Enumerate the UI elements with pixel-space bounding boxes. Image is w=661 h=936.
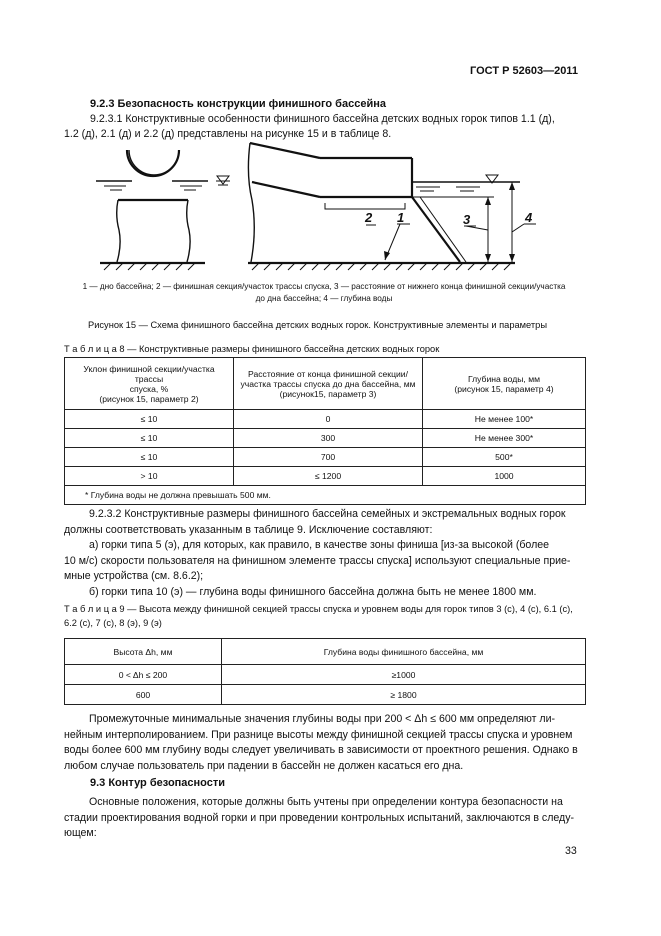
table-cell: 300 xyxy=(234,429,423,448)
table-cell: 500* xyxy=(423,448,586,467)
text-line: 6.2 (с), 7 (с), 8 (э), 9 (э) xyxy=(64,618,162,628)
text-line: а) горки типа 5 (э), для которых, как правило, в качестве зоны финиша [из-за высокой (более xyxy=(89,539,550,551)
header-line: Уклон финишной секции/участка трассы xyxy=(83,363,215,384)
table-cell: 700 xyxy=(234,448,423,467)
text-line: стадии проектирования водной горки и при проведении контрольных испытаний, заключаются в следу- xyxy=(64,811,575,824)
table-9-title xyxy=(64,602,589,630)
table-cell: ≤ 10 xyxy=(65,448,234,467)
figure-label-4: 4 xyxy=(525,210,533,225)
table-cell: Не менее 100* xyxy=(423,410,586,429)
section-heading-9-2-3: 9.2.3 Безопасность конструкции финишного бассейна xyxy=(90,98,386,110)
text-line: 9.2.3.2 Конструктивные размеры финишного бассейна семейных и экстремальных водных горок xyxy=(89,508,566,520)
text-line: мные устройства (см. 8.6.2); xyxy=(64,570,204,582)
text-line: должны соответствовать указанным в таблице 9. Исключение составляют: xyxy=(64,523,433,536)
paragraph-9-2-3-1-line-1: 9.2.3.1 Конструктивные особенности финишного бассейна детских водных горок типов 1.1 (д), xyxy=(90,113,555,125)
table-cell: ≥ 1800 xyxy=(222,685,586,705)
table-9-header-cell: Глубина воды финишного бассейна, мм xyxy=(222,639,586,665)
table-row xyxy=(65,685,586,705)
text-line: Промежуточные минимальные значения глубины воды при 200 < Δh ≤ 600 мм определяют ли- xyxy=(89,713,556,725)
table-cell: 1000 xyxy=(423,467,586,486)
paragraph-interpolation xyxy=(64,712,584,774)
table-cell: ≤ 10 xyxy=(65,429,234,448)
text-line: Т а б л и ц а 9 — Высота между финишной секцией трассы спуска и уровнем воды для горок типов 3 (с), 4 (с), 6.1 (с), xyxy=(64,604,573,614)
table-8-header-cell xyxy=(65,358,234,410)
section-heading-9-3: 9.3 Контур безопасности xyxy=(90,777,226,789)
figure-15-diagram xyxy=(0,0,661,280)
text-line: б) горки типа 10 (э) — глубина воды финишного бассейна должна быть не менее 1800 мм. xyxy=(89,585,537,598)
table-8-header-row xyxy=(65,358,586,410)
table-row xyxy=(65,665,586,685)
text-line: 10 м/с) скорости пользователя на финишном элементе трассы спуска] используют специальные прие- xyxy=(64,554,571,567)
figure-legend-line-1: 1 — дно бассейна; 2 — финишная секция/участок трассы спуска, 3 — расстояние от нижнего конца финишной секции/участка xyxy=(82,282,566,291)
paragraph-9-2-3-1-line-2: 1.2 (д), 2.1 (д) и 2.2 (д) представлены на рисунке 15 и в таблице 8. xyxy=(64,128,392,140)
header-line: Расстояние от конца финишной секции/ xyxy=(248,368,408,379)
figure-label-1: 1 xyxy=(397,210,405,225)
table-cell: ≥1000 xyxy=(222,665,586,685)
figure-15-legend xyxy=(64,281,584,305)
text-line: воды более 600 мм глубину воды следует увеличивать в зависимости от проектного решения. Однако в xyxy=(64,744,578,756)
table-8-header-cell xyxy=(234,358,423,410)
header-line: участка трассы спуска до дна бассейна, мм xyxy=(240,378,416,389)
table-note-row xyxy=(65,486,586,505)
table-cell: 0 xyxy=(234,410,423,429)
table-9 xyxy=(64,638,586,705)
standard-number: ГОСТ Р 52603—2011 xyxy=(470,65,578,77)
table-8-note: * Глубина воды не должна превышать 500 мм. xyxy=(65,486,586,505)
header-line: Глубина воды, мм xyxy=(467,373,541,384)
table-cell: Не менее 300* xyxy=(423,429,586,448)
table-9-header-row xyxy=(65,639,586,665)
paragraph-9-2-3-2 xyxy=(64,507,584,600)
header-line: (рисунок 15, параметр 4) xyxy=(454,383,554,394)
text-line: Основные положения, которые должны быть учтены при определении контура безопасности на xyxy=(89,796,563,808)
table-row xyxy=(65,448,586,467)
table-cell: > 10 xyxy=(65,467,234,486)
header-line: спуска, % xyxy=(129,383,169,394)
table-8 xyxy=(64,357,586,505)
table-row xyxy=(65,410,586,429)
paragraph-9-3 xyxy=(64,795,584,842)
figure-label-3: 3 xyxy=(463,212,471,227)
figure-label-2: 2 xyxy=(365,210,373,225)
table-cell: ≤ 10 xyxy=(65,410,234,429)
header-line: (рисунок 15, параметр 2) xyxy=(99,393,199,404)
table-8-header-cell xyxy=(423,358,586,410)
text-line: ющем: xyxy=(64,827,97,839)
page-number: 33 xyxy=(565,845,577,857)
figure-legend-line-2: до дна бассейна; 4 — глубина воды xyxy=(255,294,393,303)
table-row xyxy=(65,429,586,448)
table-row xyxy=(65,467,586,486)
text-line: любом случае пользователь при падении в бассейн не должен касаться его дна. xyxy=(64,759,464,772)
table-cell: 600 xyxy=(65,685,222,705)
header-line: (рисунок15, параметр 3) xyxy=(279,388,377,399)
text-line: нейным интерполированием. При разнице высоты между финишной секцией трассы спуска и уровнем xyxy=(64,728,573,741)
figure-15-caption: Рисунок 15 — Схема финишного бассейна детских водных горок. Конструктивные элементы и параметры xyxy=(88,320,548,330)
table-cell: ≤ 1200 xyxy=(234,467,423,486)
table-cell: 0 < Δh ≤ 200 xyxy=(65,665,222,685)
table-8-title: Т а б л и ц а 8 — Конструктивные размеры финишного бассейна детских водных горок xyxy=(64,344,440,354)
table-9-header-cell: Высота Δh, мм xyxy=(65,639,222,665)
